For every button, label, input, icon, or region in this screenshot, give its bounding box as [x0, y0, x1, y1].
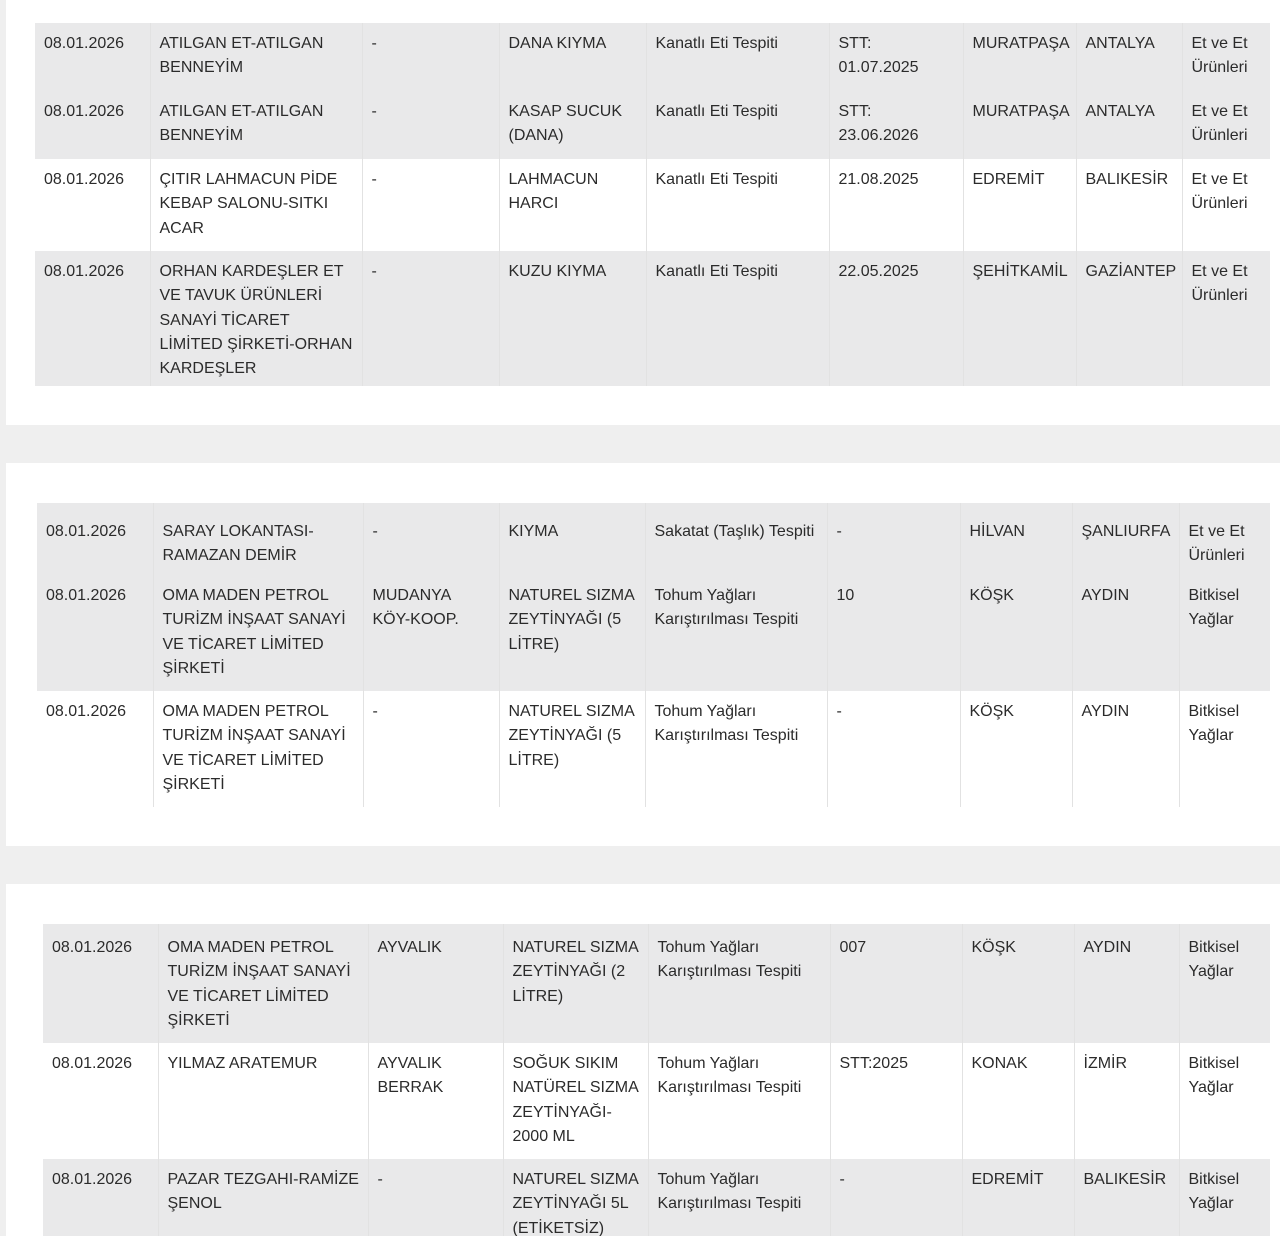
company-cell: ÇITIR LAHMACUN PİDE KEBAP SALONU-SITKI ACAR: [150, 159, 362, 251]
district-cell: KÖŞK: [960, 575, 1072, 691]
company-cell: ATILGAN ET-ATILGAN BENNEYİM: [150, 91, 362, 159]
date-cell: 08.01.2026: [35, 91, 150, 159]
product-cell: SOĞUK SIKIM NATÜREL SIZMA ZEYTİNYAĞI-2000 ML: [503, 1043, 648, 1159]
province-cell: AYDIN: [1074, 924, 1179, 1043]
product-cell: NATUREL SIZMA ZEYTİNYAĞI (5 LİTRE): [499, 575, 645, 691]
batch-cell: -: [827, 691, 960, 807]
date-cell: 08.01.2026: [37, 503, 153, 575]
batch-cell: STT: 01.07.2025: [829, 23, 963, 91]
date-cell: 08.01.2026: [37, 691, 153, 807]
district-cell: KÖŞK: [960, 691, 1072, 807]
batch-cell: 22.05.2025: [829, 251, 963, 386]
date-cell: 08.01.2026: [35, 23, 150, 91]
brand-cell: -: [362, 91, 499, 159]
province-cell: BALIKESİR: [1074, 1159, 1179, 1236]
finding-cell: Tohum Yağları Karıştırılması Tespiti: [648, 1159, 830, 1236]
date-cell: 08.01.2026: [43, 1159, 158, 1236]
batch-cell: STT:2025: [830, 1043, 962, 1159]
product-cell: NATUREL SIZMA ZEYTİNYAĞI 5L (ETİKETSİZ): [503, 1159, 648, 1236]
company-cell: OMA MADEN PETROL TURİZM İNŞAAT SANAYİ VE TİCARET LİMİTED ŞİRKETİ: [153, 575, 363, 691]
table-row: [35, 159, 1270, 251]
company-cell: YILMAZ ARATEMUR: [158, 1043, 368, 1159]
province-cell: BALIKESİR: [1076, 159, 1182, 251]
group-cell: Bitkisel Yağlar: [1179, 691, 1270, 807]
date-cell: 08.01.2026: [43, 1043, 158, 1159]
finding-cell: Tohum Yağları Karıştırılması Tespiti: [645, 691, 827, 807]
finding-cell: Kanatlı Eti Tespiti: [646, 23, 829, 91]
results-table: [37, 503, 1270, 807]
table-row: [35, 23, 1270, 91]
brand-cell: -: [368, 1159, 503, 1236]
batch-cell: -: [830, 1159, 962, 1236]
table-row: [43, 1043, 1270, 1159]
date-cell: 08.01.2026: [43, 924, 158, 1043]
finding-cell: Kanatlı Eti Tespiti: [646, 159, 829, 251]
province-cell: İZMİR: [1074, 1043, 1179, 1159]
company-cell: ORHAN KARDEŞLER ET VE TAVUK ÜRÜNLERİ SANAYİ TİCARET LİMİTED ŞİRKETİ-ORHAN KARDEŞLER: [150, 251, 362, 386]
product-cell: NATUREL SIZMA ZEYTİNYAĞI (5 LİTRE): [499, 691, 645, 807]
group-cell: Bitkisel Yağlar: [1179, 924, 1270, 1043]
table-row: [35, 251, 1270, 386]
province-cell: GAZİANTEP: [1076, 251, 1182, 386]
group-cell: Et ve Et Ürünleri: [1179, 503, 1270, 575]
district-cell: ŞEHİTKAMİL: [963, 251, 1076, 386]
table-row: [37, 691, 1270, 807]
province-cell: ANTALYA: [1076, 91, 1182, 159]
district-cell: MURATPAŞA: [963, 91, 1076, 159]
finding-cell: Tohum Yağları Karıştırılması Tespiti: [648, 924, 830, 1043]
date-cell: 08.01.2026: [35, 251, 150, 386]
product-cell: KUZU KIYMA: [499, 251, 646, 386]
product-cell: DANA KIYMA: [499, 23, 646, 91]
table-row: [37, 575, 1270, 691]
table-row: [37, 503, 1270, 575]
product-cell: KASAP SUCUK (DANA): [499, 91, 646, 159]
results-panel-2: [6, 463, 1280, 846]
district-cell: EDREMİT: [963, 159, 1076, 251]
product-cell: KIYMA: [499, 503, 645, 575]
batch-cell: -: [827, 503, 960, 575]
batch-cell: 21.08.2025: [829, 159, 963, 251]
company-cell: SARAY LOKANTASI-RAMAZAN DEMİR: [153, 503, 363, 575]
brand-cell: -: [362, 23, 499, 91]
group-cell: Et ve Et Ürünleri: [1182, 91, 1270, 159]
finding-cell: Tohum Yağları Karıştırılması Tespiti: [645, 575, 827, 691]
results-panel-1: [6, 0, 1280, 425]
batch-cell: STT: 23.06.2026: [829, 91, 963, 159]
finding-cell: Kanatlı Eti Tespiti: [646, 251, 829, 386]
brand-cell: -: [362, 251, 499, 386]
district-cell: HİLVAN: [960, 503, 1072, 575]
brand-cell: MUDANYA KÖY-KOOP.: [363, 575, 499, 691]
results-panel-3: [6, 884, 1280, 1236]
group-cell: Et ve Et Ürünleri: [1182, 251, 1270, 386]
group-cell: Bitkisel Yağlar: [1179, 1043, 1270, 1159]
group-cell: Et ve Et Ürünleri: [1182, 23, 1270, 91]
province-cell: ANTALYA: [1076, 23, 1182, 91]
brand-cell: -: [363, 503, 499, 575]
brand-cell: AYVALIK: [368, 924, 503, 1043]
finding-cell: Sakatat (Taşlık) Tespiti: [645, 503, 827, 575]
product-cell: LAHMACUN HARCI: [499, 159, 646, 251]
table-row: [43, 1159, 1270, 1236]
district-cell: KONAK: [962, 1043, 1074, 1159]
results-table: [43, 924, 1270, 1236]
company-cell: ATILGAN ET-ATILGAN BENNEYİM: [150, 23, 362, 91]
district-cell: EDREMİT: [962, 1159, 1074, 1236]
table-row: [43, 924, 1270, 1043]
finding-cell: Kanatlı Eti Tespiti: [646, 91, 829, 159]
company-cell: OMA MADEN PETROL TURİZM İNŞAAT SANAYİ VE TİCARET LİMİTED ŞİRKETİ: [158, 924, 368, 1043]
brand-cell: -: [363, 691, 499, 807]
brand-cell: -: [362, 159, 499, 251]
table-row: [35, 91, 1270, 159]
district-cell: MURATPAŞA: [963, 23, 1076, 91]
product-cell: NATUREL SIZMA ZEYTİNYAĞI (2 LİTRE): [503, 924, 648, 1043]
brand-cell: AYVALIK BERRAK: [368, 1043, 503, 1159]
group-cell: Et ve Et Ürünleri: [1182, 159, 1270, 251]
group-cell: Bitkisel Yağlar: [1179, 1159, 1270, 1236]
batch-cell: 007: [830, 924, 962, 1043]
date-cell: 08.01.2026: [35, 159, 150, 251]
results-table: [35, 23, 1270, 386]
company-cell: OMA MADEN PETROL TURİZM İNŞAAT SANAYİ VE TİCARET LİMİTED ŞİRKETİ: [153, 691, 363, 807]
group-cell: Bitkisel Yağlar: [1179, 575, 1270, 691]
province-cell: AYDIN: [1072, 691, 1179, 807]
date-cell: 08.01.2026: [37, 575, 153, 691]
district-cell: KÖŞK: [962, 924, 1074, 1043]
batch-cell: 10: [827, 575, 960, 691]
province-cell: AYDIN: [1072, 575, 1179, 691]
province-cell: ŞANLIURFA: [1072, 503, 1179, 575]
finding-cell: Tohum Yağları Karıştırılması Tespiti: [648, 1043, 830, 1159]
company-cell: PAZAR TEZGAHI-RAMİZE ŞENOL: [158, 1159, 368, 1236]
